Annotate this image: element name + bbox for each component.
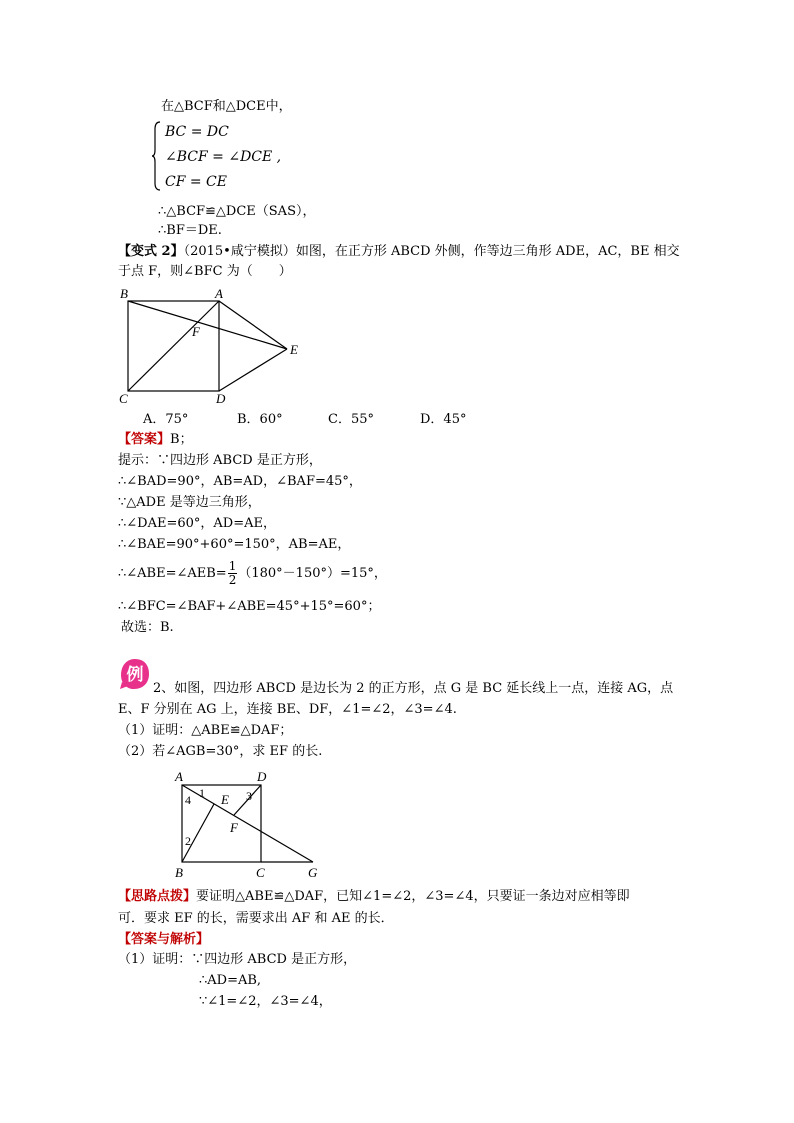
example-line-2: E、F 分别在 AG 上，连接 BE、DF，∠1=∠2，∠3=∠4. xyxy=(118,702,457,717)
hint-line-3: ∵△ADE 是等边三角形， xyxy=(118,495,261,510)
angle-3-label: 3 xyxy=(246,789,252,803)
proof-congruence: ∴△BCF≌△DCE（SAS）， xyxy=(158,204,316,219)
hint-line-a: 【思路点拨】要证明△ABE≌△DAF，已知∠1=∠2，∠3=∠4，只要证一条边对应相等即 xyxy=(118,889,630,904)
label-b: B xyxy=(120,286,128,301)
label-g2: G xyxy=(308,865,318,880)
side-de xyxy=(219,349,287,391)
hint-line-4: ∴∠DAE=60°，AD=AE， xyxy=(118,516,276,531)
analysis-line-2: ∴AD=AB, xyxy=(199,973,262,988)
side-ae xyxy=(219,301,287,349)
option-b: B．60° xyxy=(237,412,283,427)
example-line-1: 2、如图，四边形 ABCD 是边长为 2 的正方形，点 G 是 BC 延长线上一点，连接 AG，点 xyxy=(153,681,674,696)
fraction-half: $\frac{1}{2}$ xyxy=(228,559,237,587)
variant-label: 【变式 2】 xyxy=(118,244,184,259)
hint-line-8: 故选：B. xyxy=(121,620,174,635)
option-d: D．45° xyxy=(420,412,467,427)
label-d2: D xyxy=(257,769,267,784)
example-question-2: （2）若∠AGB=30°，求 EF 的长. xyxy=(118,744,323,759)
hint-line-2: ∴∠BAD=90°，AB=AD，∠BAF=45°， xyxy=(118,474,362,489)
variant-question-line-1: 【变式 2】（2015•咸宁模拟）如图，在正方形 ABCD 外侧，作等边三角形 ADE，AC，BE 相交 xyxy=(118,244,680,259)
proof-intro: 在△BCF和△DCE中， xyxy=(161,99,292,114)
hint-line-1: 提示：∵四边形 ABCD 是正方形， xyxy=(118,453,322,468)
system-line-3: CF = CE xyxy=(165,174,227,190)
angle-4-label: 4 xyxy=(185,793,191,807)
example-badge xyxy=(120,658,150,690)
hint-line-5: ∴∠BAE=90°+60°=150°，AB=AE， xyxy=(118,537,351,552)
segment-be xyxy=(182,804,214,862)
angle-1-label: 1 xyxy=(199,786,205,800)
hint-line-6: ∴∠ABE=∠AEB= $\frac{1}{2}$ （180°－150°）=15°， xyxy=(118,559,387,587)
label-c2: C xyxy=(256,865,265,880)
answer-label: 【答案】 xyxy=(118,432,171,447)
label-e: E xyxy=(290,342,298,357)
system-brace xyxy=(152,121,162,191)
system-line-1: BC = DC xyxy=(165,124,229,140)
analysis-line-3: ∵∠1=∠2，∠3=∠4， xyxy=(199,994,332,1009)
hint-line-b: 可．要求 EF 的长，需要求出 AF 和 AE 的长． xyxy=(118,911,394,926)
analysis-line-1: （1）证明：∵四边形 ABCD 是正方形， xyxy=(118,952,357,967)
square-extension-figure xyxy=(170,766,330,882)
analysis-label: 【答案与解析】 xyxy=(118,932,210,947)
label-e2: E xyxy=(221,792,229,807)
label-c: C xyxy=(119,391,128,406)
label-a2: A xyxy=(175,769,183,784)
variant-question-line-2: 于点 F，则∠BFC 为（ ） xyxy=(118,264,292,279)
option-a: A．75° xyxy=(143,412,189,427)
label-b2: B xyxy=(175,865,183,880)
system-line-2: ∠BCF = ∠DCE , xyxy=(165,149,282,165)
answer-line: 【答案】B； xyxy=(118,432,193,447)
label-f: F xyxy=(192,324,200,339)
example-question-1: （1）证明：△ABE≌△DAF； xyxy=(118,723,293,738)
option-c: C．55° xyxy=(328,412,374,427)
label-d: D xyxy=(216,391,226,406)
hint-label: 【思路点拨】 xyxy=(118,889,197,904)
label-a: A xyxy=(215,286,223,301)
proof-conclusion: ∴BF＝DE. xyxy=(158,223,222,238)
square-triangle-figure xyxy=(112,284,312,408)
angle-2-label: 2 xyxy=(185,834,191,848)
segment-be xyxy=(128,301,287,349)
badge-text: 例 xyxy=(126,665,144,685)
hint-line-7: ∴∠BFC=∠BAF+∠ABE=45°+15°=60°； xyxy=(118,599,381,614)
label-f2: F xyxy=(230,820,238,835)
